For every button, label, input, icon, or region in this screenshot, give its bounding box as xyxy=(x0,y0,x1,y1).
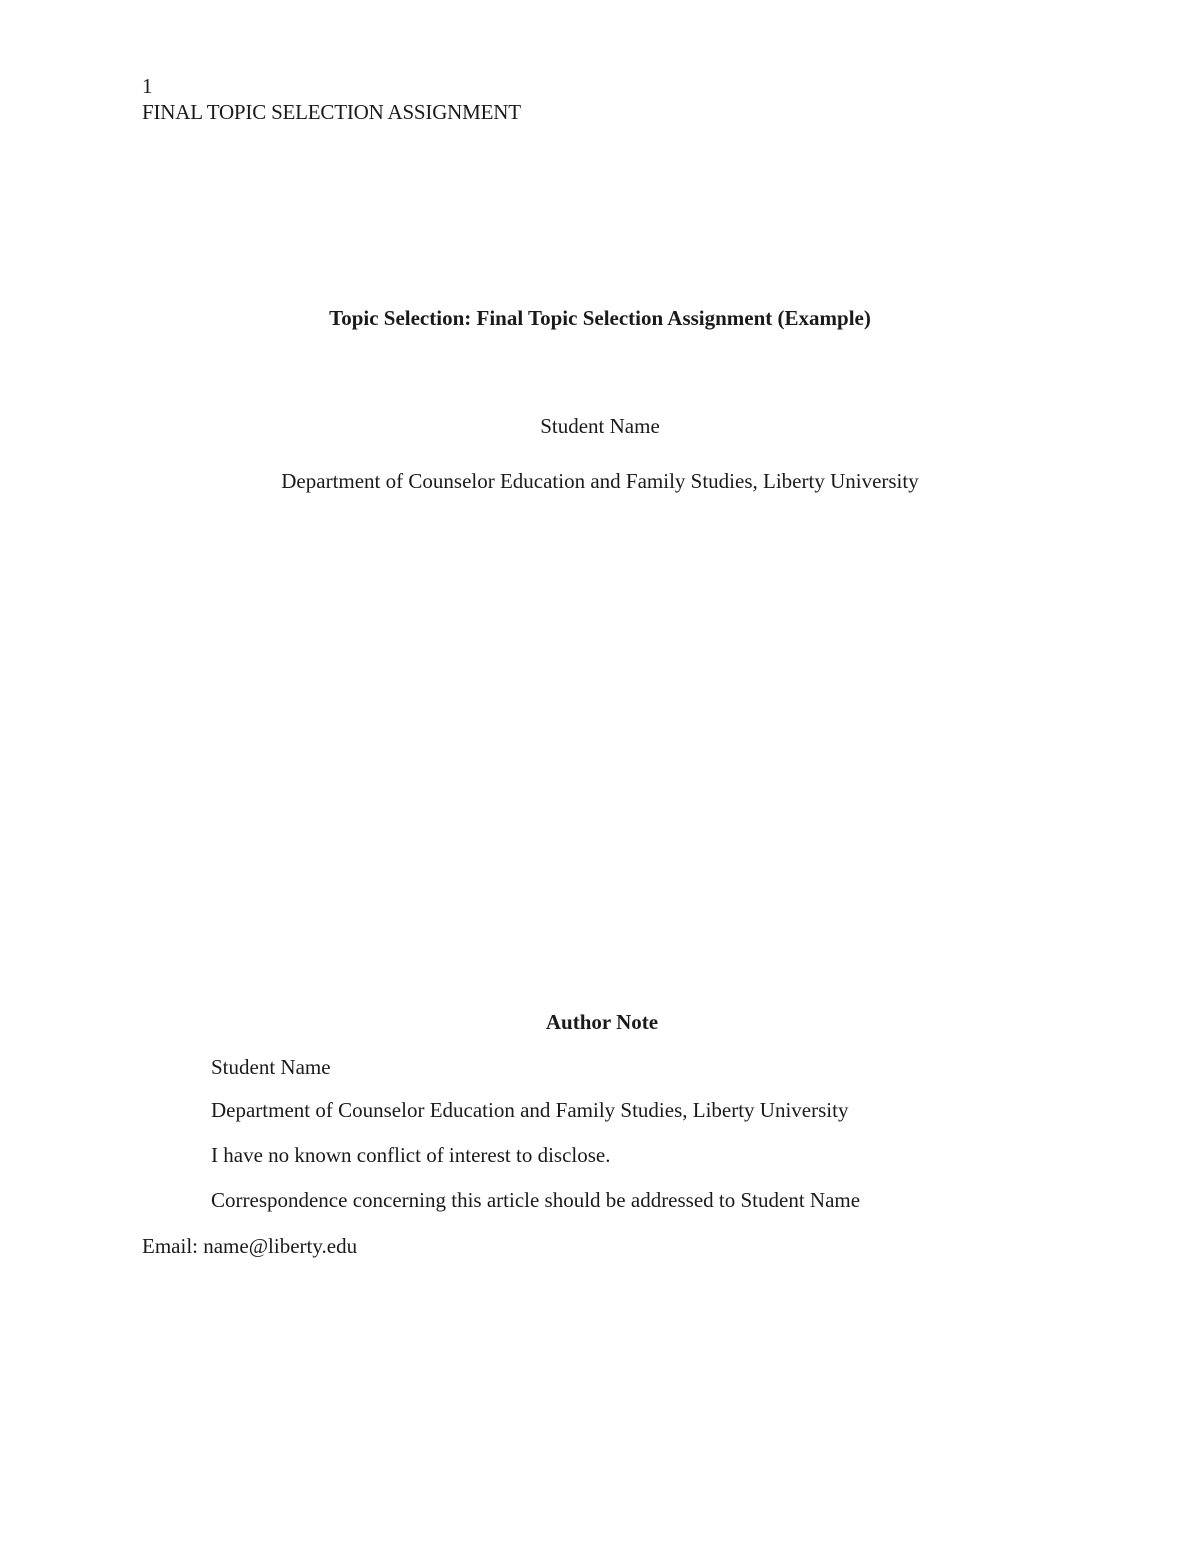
author-note-email: Email: name@liberty.edu xyxy=(142,1234,358,1258)
paper-title: Topic Selection: Final Topic Selection Assignment (Example) xyxy=(329,306,871,330)
author-note-heading: Author Note xyxy=(545,1010,659,1034)
author-name: Student Name xyxy=(540,414,660,438)
author-note-department: Department of Counselor Education and Family Studies, Liberty University xyxy=(211,1098,849,1122)
author-note-conflict: I have no known conflict of interest to disclose. xyxy=(211,1143,611,1167)
author-affiliation: Department of Counselor Education and Family Studies, Liberty University xyxy=(281,469,919,493)
author-note-correspondence: Correspondence concerning this article should be addressed to Student Name xyxy=(211,1188,861,1212)
page-number: 1 xyxy=(142,74,153,98)
author-note-name: Student Name xyxy=(211,1055,331,1079)
running-head: FINAL TOPIC SELECTION ASSIGNMENT xyxy=(142,100,521,124)
